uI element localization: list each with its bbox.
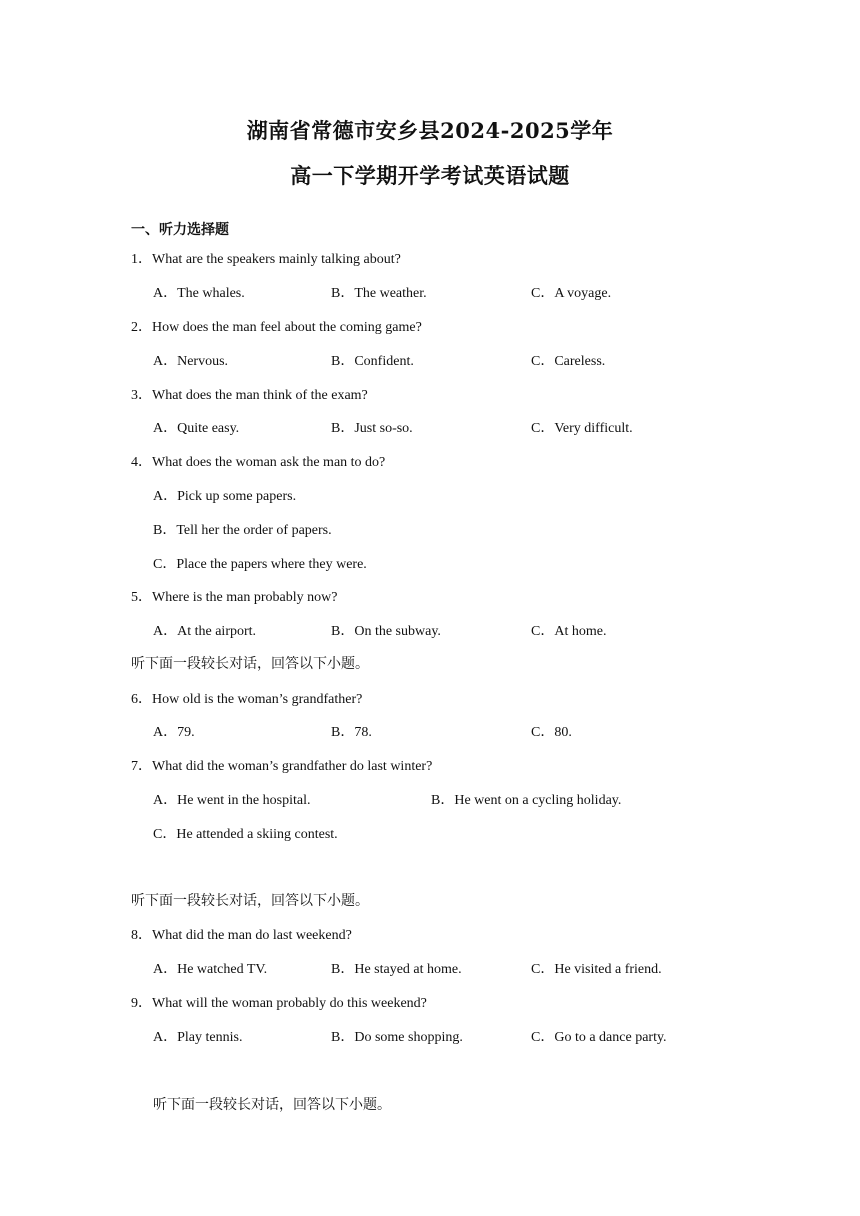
q6-option-a: A．79.	[153, 725, 195, 740]
q4-option-b: B．Tell her the order of papers.	[153, 523, 332, 538]
q8-option-c: C．He visited a friend.	[531, 962, 662, 977]
document-title-line1: 湖南省常德市安乡县2024-2025学年	[246, 118, 614, 143]
question-7: 7．What did the woman’s grandfather do last winter?	[131, 759, 433, 774]
question-4: 4．What does the woman ask the man to do?	[131, 455, 386, 470]
q3-option-b: B．Just so-so.	[331, 421, 413, 436]
q4-option-a: A．Pick up some papers.	[153, 489, 297, 504]
q2-option-a: A．Nervous.	[153, 354, 229, 369]
q3-option-c: C．Very difficult.	[531, 421, 633, 436]
q6-option-b: B．78.	[331, 725, 372, 740]
q7-option-b: B．He went on a cycling holiday.	[431, 793, 622, 808]
q2-option-b: B．Confident.	[331, 354, 414, 369]
q5-option-a: A．At the airport.	[153, 624, 257, 639]
question-2: 2．How does the man feel about the coming game?	[131, 320, 422, 335]
q5-option-c: C．At home.	[531, 624, 607, 639]
q8-option-b: B．He stayed at home.	[331, 962, 462, 977]
q1-option-b: B．The weather.	[331, 286, 427, 301]
listening-instruction: 听下面一段较长对话，回答以下小题。	[131, 893, 369, 909]
question-8: 8．What did the man do last weekend?	[131, 928, 352, 943]
q4-option-c: C．Place the papers where they were.	[153, 557, 367, 572]
question-1: 1．What are the speakers mainly talking about?	[131, 252, 401, 267]
q2-option-c: C．Careless.	[531, 354, 606, 369]
section-heading: 一、听力选择题	[131, 222, 229, 238]
q8-option-a: A．He watched TV.	[153, 962, 268, 977]
q3-option-a: A．Quite easy.	[153, 421, 240, 436]
q7-option-a: A．He went in the hospital.	[153, 793, 311, 808]
q5-option-b: B．On the subway.	[331, 624, 441, 639]
question-3: 3．What does the man think of the exam?	[131, 388, 368, 403]
q1-option-c: C．A voyage.	[531, 286, 612, 301]
q6-option-c: C．80.	[531, 725, 572, 740]
q9-option-c: C．Go to a dance party.	[531, 1030, 667, 1045]
listening-instruction: 听下面一段较长对话，回答以下小题。	[131, 656, 369, 672]
question-5: 5．Where is the man probably now?	[131, 590, 338, 605]
q9-option-b: B．Do some shopping.	[331, 1030, 463, 1045]
document-title-line2: 高一下学期开学考试英语试题	[290, 163, 570, 188]
question-9: 9．What will the woman probably do this weekend?	[131, 996, 427, 1011]
question-6: 6．How old is the woman’s grandfather?	[131, 692, 363, 707]
q9-option-a: A．Play tennis.	[153, 1030, 243, 1045]
q1-option-a: A．The whales.	[153, 286, 245, 301]
q7-option-c: C．He attended a skiing contest.	[153, 827, 338, 842]
listening-instruction: 听下面一段较长对话，回答以下小题。	[153, 1097, 391, 1113]
